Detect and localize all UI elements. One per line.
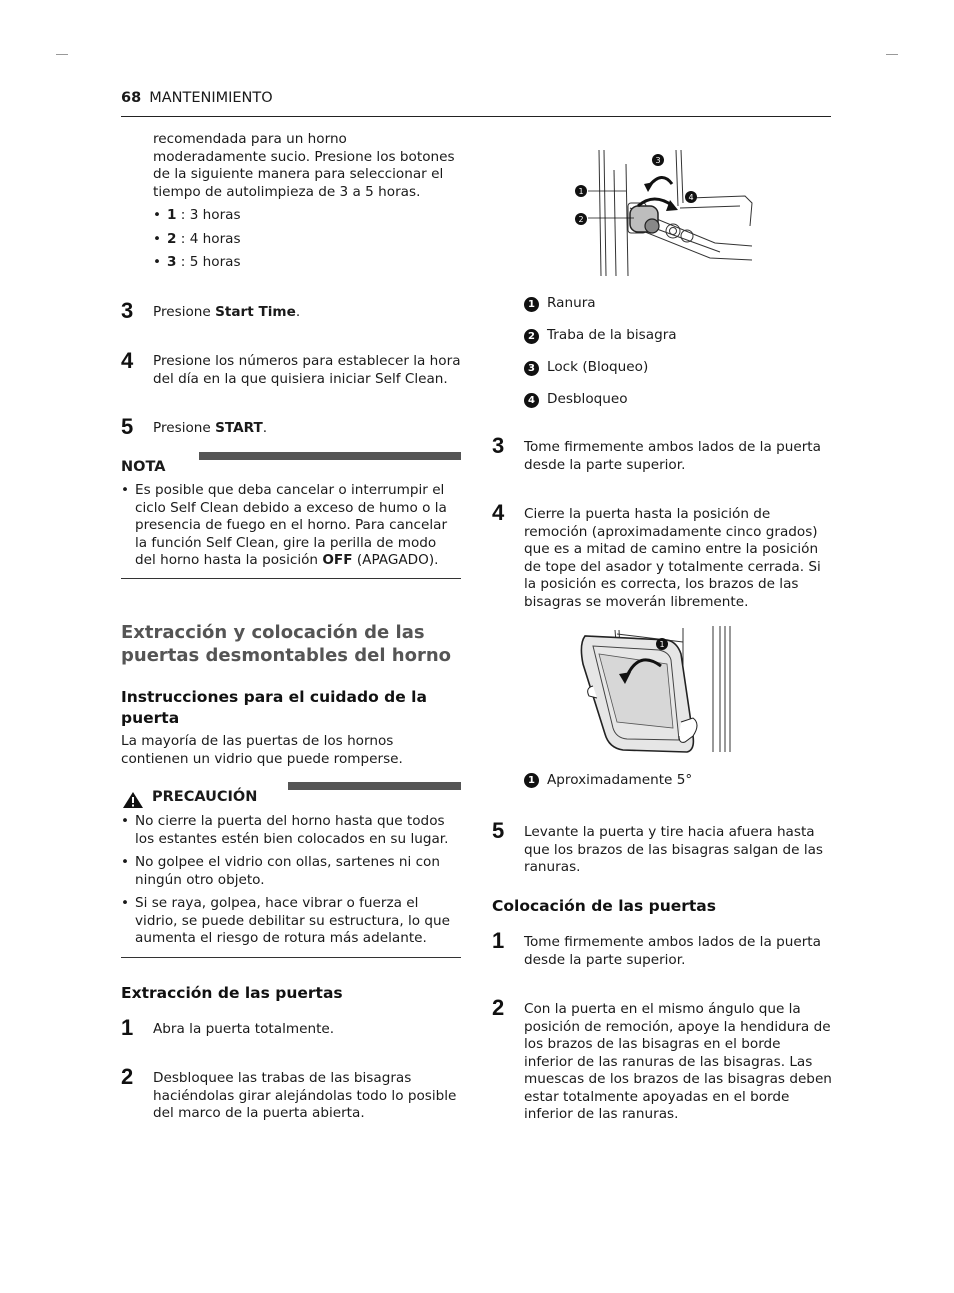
hinge-illustration — [570, 148, 755, 278]
step-text: Presione los números para establecer la hora del día en la que quisiera iniciar Self Clean. — [153, 353, 461, 387]
door-angle-illustration — [575, 624, 740, 758]
placement-heading: Colocación de las puertas — [492, 897, 716, 915]
step-text: Con la puerta en el mismo ángulo que la posición de remoción, apoye la hendidura de los brazos de las bisagras en el borde inferior de las ranuras de las bisagras. Las muescas de los brazos de las bisagras deben estar totalmente apoyadas en el borde inferior de las ranuras. — [524, 1001, 832, 1122]
step-text: Presione Start Time. — [153, 304, 301, 320]
caution-list — [121, 813, 461, 954]
fig1-marker: 1 — [578, 187, 584, 196]
intro-paragraph: recomendada para un horno moderadamente sucio. Presione los botones de la siguiente manera para seleccionar el tiempo de autolimpieza de 3 a 5 horas. — [153, 131, 455, 200]
step-number: 4 — [121, 348, 134, 373]
care-heading: Instrucciones para el cuidado de la puerta — [121, 688, 427, 727]
page-number: 68 — [121, 90, 142, 106]
legend-item: 1 Ranura — [524, 288, 677, 320]
list-item: • Si se raya, golpea, hace vibrar o fuerza el vidrio, se puede debilitar su estructura, lo que aumenta el riesgo de rotura más adelante. — [121, 895, 461, 948]
step-number: 1 — [492, 928, 505, 953]
warning-icon — [122, 791, 144, 809]
fig1-marker: 4 — [688, 193, 694, 202]
list-item: • No golpee el vidrio con ollas, sartenes ni con ningún otro objeto. — [121, 854, 461, 889]
page-header — [121, 90, 831, 117]
list-item: • No cierre la puerta del horno hasta que todos los estantes estén bien colocados en su lugar. — [121, 813, 461, 848]
note-list — [121, 482, 461, 576]
crop-mark-left — [56, 54, 68, 55]
step-number: 1 — [121, 1015, 134, 1040]
step-number: 5 — [121, 414, 134, 439]
step-number: 2 — [121, 1064, 134, 1089]
caution-title: PRECAUCIÓN — [152, 789, 258, 805]
care-text: La mayoría de las puertas de los hornos contienen un vidrio que puede romperse. — [121, 733, 403, 767]
fig1-marker: 3 — [655, 156, 661, 165]
list-item: • 3 : 5 horas — [153, 254, 453, 272]
step-number: 2 — [492, 995, 505, 1020]
hours-list — [153, 207, 453, 278]
list-item: • 2 : 4 horas — [153, 231, 453, 249]
step-text: Presione START. — [153, 420, 268, 436]
note-header-bar — [199, 452, 461, 460]
list-item: • Es posible que deba cancelar o interrumpir el ciclo Self Clean debido a exceso de humo o la presencia de fuego en el horno. Para cancelar la función Self Clean, gire la perilla de modo del horno hasta la posición OFF (APAGADO). — [121, 482, 461, 570]
step-text: Levante la puerta y tire hacia afuera hasta que los brazos de las bisagras salgan de las ranuras. — [524, 824, 824, 875]
removal-heading: Extracción de las puertas — [121, 984, 343, 1002]
list-item: • 1 : 3 horas — [153, 207, 453, 225]
step-text: Tome firmemente ambos lados de la puerta desde la parte superior. — [524, 439, 821, 473]
note-bottom-rule — [121, 578, 461, 579]
caution-bottom-rule — [121, 957, 461, 958]
step-text: Tome firmemente ambos lados de la puerta desde la parte superior. — [524, 934, 821, 968]
step-text: Desbloquee las trabas de las bisagras haciéndolas girar alejándolas todo lo posible del marco de la puerta abierta. — [153, 1070, 457, 1121]
fig2-marker: 1 — [659, 640, 665, 649]
caution-header-bar — [288, 782, 461, 790]
legend-item: 4 Desbloqueo — [524, 384, 677, 416]
legend-item: 2 Traba de la bisagra — [524, 320, 677, 352]
section-name: MANTENIMIENTO — [149, 90, 273, 106]
step-number: 4 — [492, 500, 505, 525]
step-number: 5 — [492, 818, 505, 843]
hinge-legend — [524, 288, 677, 416]
note-title: NOTA — [121, 459, 166, 475]
fig1-marker: 2 — [578, 215, 584, 224]
step-number: 3 — [492, 433, 505, 458]
door-legend-item: 1 Aproximadamente 5° — [524, 772, 692, 790]
crop-mark-right — [886, 54, 898, 55]
step-text: Abra la puerta totalmente. — [153, 1021, 335, 1037]
legend-item: 3 Lock (Bloqueo) — [524, 352, 677, 384]
step-number: 3 — [121, 298, 134, 323]
step-text: Cierre la puerta hasta la posición de remoción (aproximadamente cinco grados) que es a mitad de camino entre la posición de tope del asador y totalmente cerrada. Si la posición es correcta, los brazos de las bisagras se moverán libremente. — [524, 506, 821, 610]
section-heading: Extracción y colocación de las puertas desmontables del horno — [121, 622, 452, 666]
